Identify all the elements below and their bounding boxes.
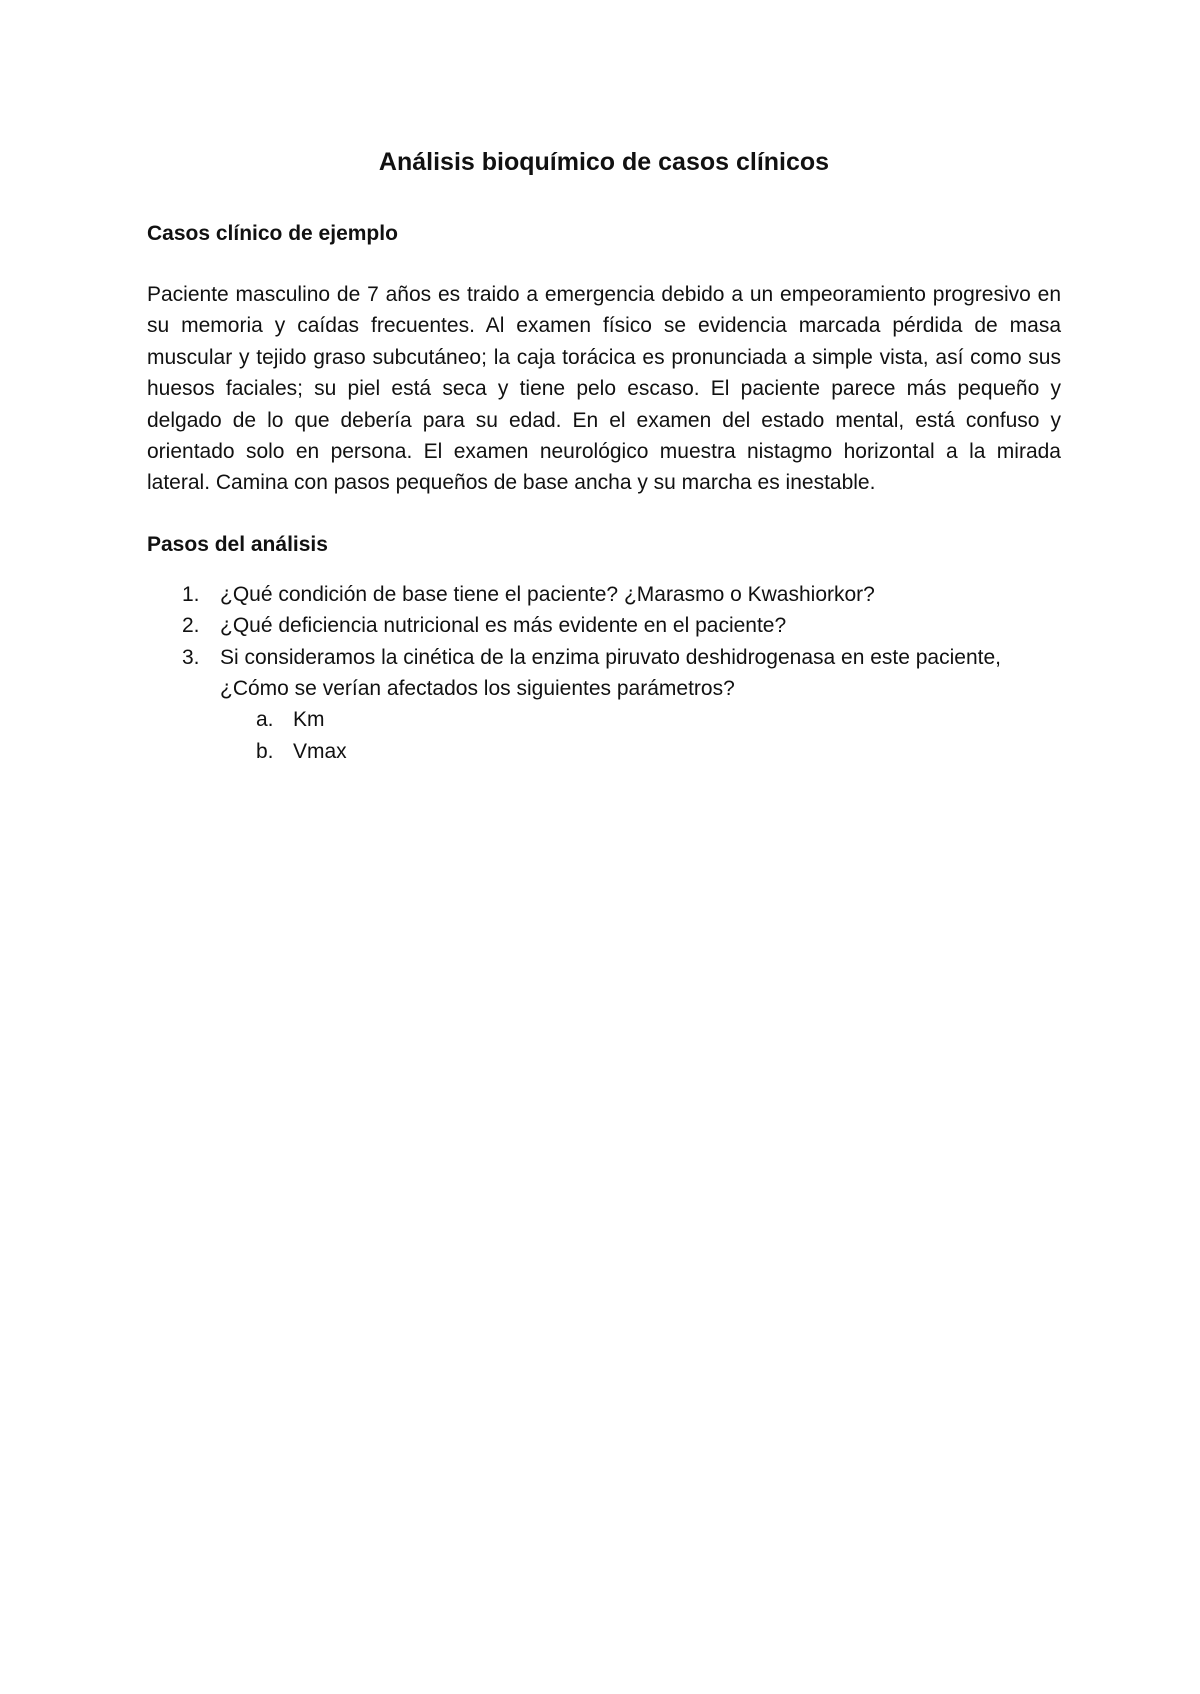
sublist-item-text: Km	[293, 708, 325, 732]
parameters-sublist	[220, 704, 1061, 767]
list-item-text: ¿Qué condición de base tiene el paciente? ¿Marasmo o Kwashiorkor?	[220, 582, 875, 606]
list-item-text: Si consideramos la cinética de la enzima piruvato deshidrogenasa en este paciente, ¿Cómo se verían afectados los siguientes parámetros?	[220, 645, 1001, 701]
list-item-number: 3.	[182, 645, 200, 669]
list-item	[147, 579, 1061, 610]
document-title: Análisis bioquímico de casos clínicos	[378, 148, 830, 176]
steps-heading: Pasos del análisis	[147, 532, 328, 556]
analysis-steps-list	[147, 579, 1061, 767]
case-heading: Casos clínico de ejemplo	[147, 222, 398, 245]
list-item-number: 2.	[182, 614, 200, 638]
sublist-item-text: Vmax	[293, 739, 347, 763]
document-page	[147, 138, 1061, 767]
sublist-item-letter: b.	[256, 739, 274, 763]
sublist-item	[220, 736, 1061, 767]
sublist-item	[220, 704, 1061, 735]
list-item-text: ¿Qué deficiencia nutricional es más evidente en el paciente?	[220, 614, 787, 638]
list-item-number: 1.	[182, 582, 200, 606]
case-description: Paciente masculino de 7 años es traido a emergencia debido a un empeoramiento progresivo en su memoria y caídas frecuentes. Al examen físico se evidencia marcada pérdida de masa muscular y tejido graso subcutáneo; la caja torácica es pronunciada a simple vista, así como sus huesos faciales; su piel está seca y tiene pelo escaso. El paciente parece más pequeño y delgado de lo que debería para su edad. En el examen del estado mental, está confuso y orientado solo en persona. El examen neurológico muestra nistagmo horizontal a la mirada lateral. Camina con pasos pequeños de base ancha y su marcha es inestable.	[147, 283, 1061, 495]
list-item	[147, 642, 1061, 768]
list-item	[147, 610, 1061, 641]
sublist-item-letter: a.	[256, 708, 274, 732]
